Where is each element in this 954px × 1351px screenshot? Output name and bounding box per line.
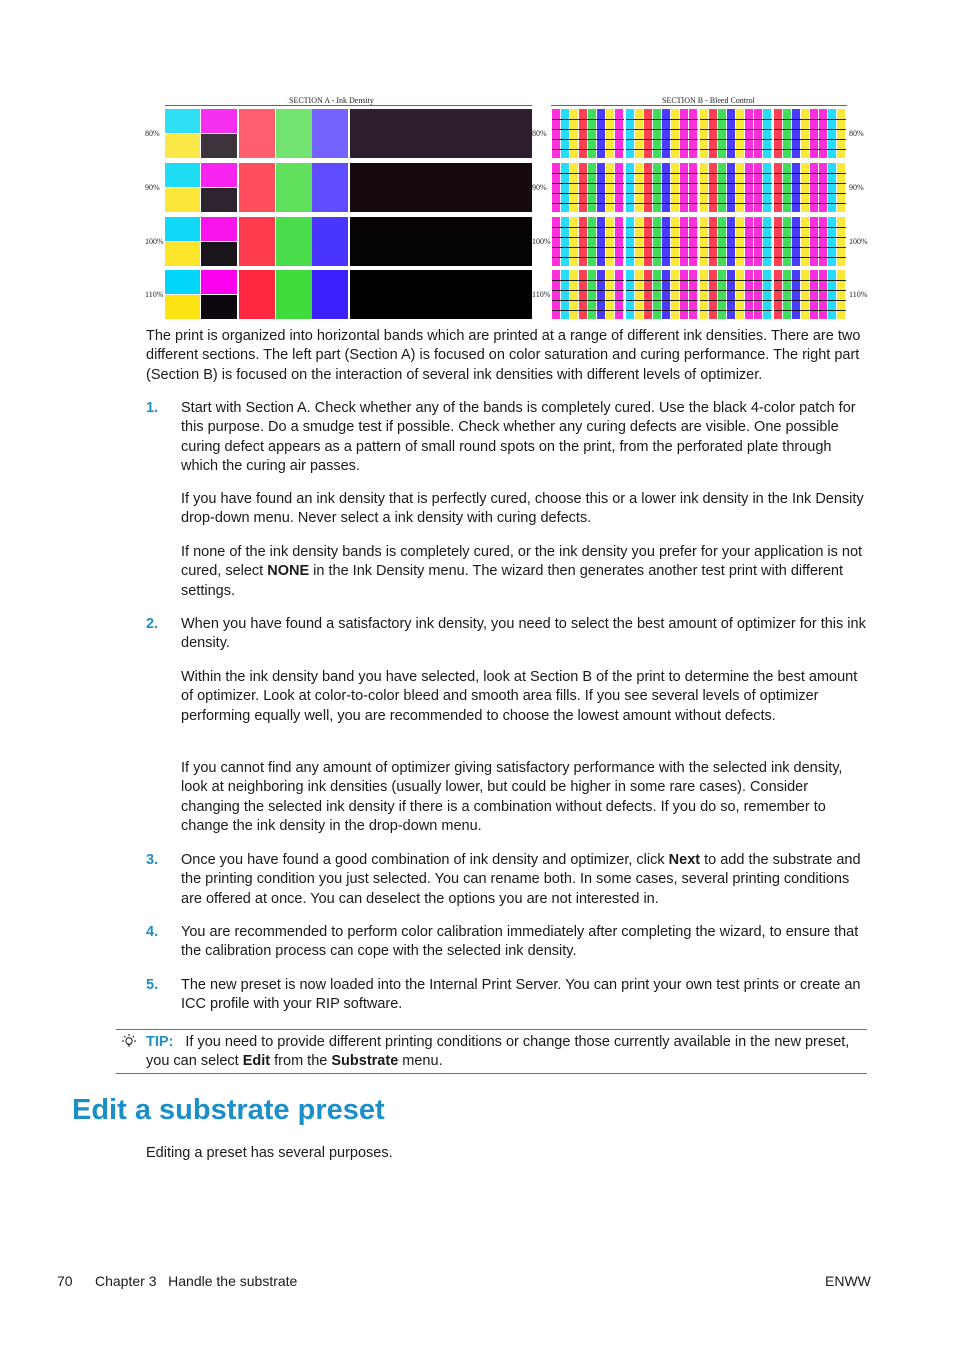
bleed-stripe [736, 217, 744, 266]
bleed-stripe [819, 217, 827, 266]
bleed-line [774, 237, 846, 238]
bleed-stripe [754, 109, 762, 158]
bleed-line [626, 183, 698, 184]
density-label-right: 80% [849, 129, 864, 138]
bleed-line [626, 247, 698, 248]
bleed-line [774, 290, 846, 291]
bleed-stripe [606, 270, 614, 319]
bleed-stripe [597, 270, 605, 319]
bleed-pattern [552, 109, 624, 158]
bleed-stripe [606, 163, 614, 212]
bleed-stripe [689, 270, 697, 319]
bleed-line [626, 257, 698, 258]
bleed-stripe [615, 163, 623, 212]
bleed-line [774, 257, 846, 258]
bleed-stripe [754, 217, 762, 266]
bleed-stripe [662, 109, 670, 158]
bleed-stripe [588, 109, 596, 158]
bleed-stripe [819, 109, 827, 158]
black-4color-patch [350, 163, 532, 212]
step-number: 5. [146, 977, 159, 993]
bleed-line [774, 227, 846, 228]
bleed-line [552, 237, 624, 238]
density-label-right: 90% [849, 183, 864, 192]
bleed-stripe [837, 217, 845, 266]
density-label-left: 90% [145, 183, 160, 192]
density-label-right: 110% [849, 290, 868, 299]
test-print-figure [143, 94, 870, 326]
bleed-stripe [662, 270, 670, 319]
step-paragraph: Within the ink density band you have selected, look at Section B of the print to determine the best amount of optimizer. Look at color-to-color bleed and smooth area fills. If you see several levels of optimizer performing equally well, you are recommended to choose the lowest amount without defects. [181, 669, 858, 724]
bleed-stripe [635, 217, 643, 266]
bleed-line [774, 193, 846, 194]
bleed-stripe [727, 163, 735, 212]
bleed-stripe [801, 163, 809, 212]
bleed-line [552, 119, 624, 120]
bleed-line [552, 193, 624, 194]
bleed-line [774, 300, 846, 301]
bleed-stripe [597, 163, 605, 212]
bleed-line [700, 203, 772, 204]
bleed-stripe [689, 109, 697, 158]
section-a-title: SECTION A - Ink Density [289, 96, 374, 105]
bleed-line [700, 129, 772, 130]
bleed-stripe [819, 163, 827, 212]
step-text: You are recommended to perform color calibration immediately after completing the wizard, to ensure that the calibration process can cope with the selected ink density. [181, 924, 859, 960]
section-heading: Edit a substrate preset [72, 1094, 385, 1126]
bleed-line [700, 227, 772, 228]
bleed-line [552, 149, 624, 150]
bleed-stripe [783, 109, 791, 158]
step-paragraph: If you have found an ink density that is perfectly cured, choose this or a lower ink density in the Ink Density drop-down menu. Never select a ink density with curing defects. [181, 491, 864, 527]
bleed-stripe [700, 270, 708, 319]
bleed-line [552, 139, 624, 140]
bleed-stripe [700, 163, 708, 212]
bleed-stripe [837, 270, 845, 319]
bleed-stripe [792, 217, 800, 266]
chapter-label: Chapter 3 Handle the substrate [95, 1273, 298, 1289]
section-b-title: SECTION B - Bleed Control [662, 96, 755, 105]
bleed-stripe [792, 270, 800, 319]
step-number: 2. [146, 616, 159, 632]
bleed-stripe [810, 270, 818, 319]
bleed-stripe [828, 109, 836, 158]
bleed-stripe [644, 217, 652, 266]
bleed-pattern [552, 270, 624, 319]
bleed-stripe [736, 270, 744, 319]
bleed-stripe [792, 163, 800, 212]
dark-patch [201, 188, 237, 212]
bleed-stripe [810, 109, 818, 158]
bleed-line [552, 173, 624, 174]
green-patch [276, 109, 312, 158]
bleed-stripe [718, 217, 726, 266]
cyan-patch [165, 270, 200, 294]
bleed-line [552, 290, 624, 291]
density-label-mid: 110% [532, 290, 551, 299]
cyan-patch [165, 163, 200, 187]
bleed-stripe [709, 163, 717, 212]
bleed-pattern [626, 163, 698, 212]
bleed-pattern [700, 270, 772, 319]
bleed-stripe [680, 109, 688, 158]
density-label-left: 80% [145, 129, 160, 138]
dark-patch [201, 134, 237, 158]
bleed-line [700, 280, 772, 281]
bleed-stripe [653, 109, 661, 158]
bleed-stripe [588, 217, 596, 266]
bleed-stripe [561, 163, 569, 212]
bleed-stripe [644, 109, 652, 158]
bleed-line [552, 257, 624, 258]
bleed-line [552, 247, 624, 248]
bleed-stripe [745, 217, 753, 266]
magenta-patch [201, 270, 237, 294]
bleed-stripe [718, 270, 726, 319]
magenta-patch [201, 217, 237, 241]
bleed-pattern [774, 163, 846, 212]
bleed-stripe [774, 270, 782, 319]
bleed-stripe [635, 163, 643, 212]
bleed-stripe [552, 163, 560, 212]
bleed-stripe [727, 217, 735, 266]
bleed-stripe [819, 270, 827, 319]
bleed-stripe [774, 109, 782, 158]
bleed-stripe [736, 163, 744, 212]
bleed-stripe [671, 217, 679, 266]
density-label-mid: 80% [532, 129, 547, 138]
bleed-stripe [792, 109, 800, 158]
yellow-patch [165, 295, 200, 319]
bleed-stripe [689, 217, 697, 266]
magenta-patch [201, 163, 237, 187]
green-patch [276, 163, 312, 212]
section-a-rule [165, 105, 532, 106]
bleed-stripe [810, 217, 818, 266]
bleed-stripe [745, 270, 753, 319]
bleed-stripe [828, 270, 836, 319]
bleed-pattern [700, 217, 772, 266]
bleed-line [626, 129, 698, 130]
red-patch [239, 163, 275, 212]
green-patch [276, 217, 312, 266]
red-patch [239, 270, 275, 319]
bleed-stripe [828, 163, 836, 212]
bleed-line [774, 129, 846, 130]
bleed-line [626, 119, 698, 120]
section-b-rule [551, 105, 847, 106]
bleed-stripe [783, 217, 791, 266]
bleed-stripe [615, 109, 623, 158]
bleed-stripe [626, 270, 634, 319]
bleed-line [700, 290, 772, 291]
bleed-stripe [635, 270, 643, 319]
bleed-line [774, 119, 846, 120]
bleed-stripe [579, 217, 587, 266]
bleed-stripe [837, 109, 845, 158]
blue-patch [312, 163, 348, 212]
bleed-stripe [727, 109, 735, 158]
bleed-stripe [561, 217, 569, 266]
bleed-line [774, 203, 846, 204]
tip-label: TIP: [146, 1034, 174, 1050]
bleed-line [626, 193, 698, 194]
bleed-line [552, 310, 624, 311]
bleed-stripe [552, 270, 560, 319]
bleed-pattern [552, 217, 624, 266]
bleed-line [700, 139, 772, 140]
bleed-stripe [561, 270, 569, 319]
cyan-patch [165, 217, 200, 241]
bleed-stripe [552, 217, 560, 266]
bleed-stripe [801, 109, 809, 158]
bleed-stripe [700, 109, 708, 158]
bleed-stripe [727, 270, 735, 319]
bleed-stripe [763, 270, 771, 319]
bleed-line [700, 183, 772, 184]
bleed-stripe [606, 109, 614, 158]
bleed-line [774, 173, 846, 174]
blue-patch [312, 217, 348, 266]
bleed-line [700, 310, 772, 311]
page-number: 70 [57, 1273, 73, 1289]
bleed-stripe [801, 217, 809, 266]
bleed-stripe [754, 270, 762, 319]
intro-paragraph [146, 327, 868, 385]
step-text: Start with Section A. Check whether any of the bands is completely cured. Use the black 4-color patch for this purpose. Do a smudge test if possible. Check whether any curing defects are visible. One possible curing defect appears as a pattern of small round spots on the print, from the perforated plate through which the curing air passes. [181, 400, 856, 474]
bleed-stripe [810, 163, 818, 212]
bleed-stripe [653, 270, 661, 319]
bleed-stripe [653, 217, 661, 266]
bleed-pattern [774, 270, 846, 319]
bleed-line [626, 139, 698, 140]
bleed-stripe [718, 109, 726, 158]
bleed-line [700, 119, 772, 120]
bleed-stripe [736, 109, 744, 158]
bleed-line [626, 203, 698, 204]
bleed-line [774, 310, 846, 311]
bleed-line [700, 149, 772, 150]
bleed-stripe [801, 270, 809, 319]
red-patch [239, 217, 275, 266]
black-4color-patch [350, 109, 532, 158]
bleed-stripe [662, 217, 670, 266]
bleed-line [700, 257, 772, 258]
magenta-patch [201, 109, 237, 133]
bleed-line [774, 183, 846, 184]
bleed-line [626, 227, 698, 228]
bleed-stripe [561, 109, 569, 158]
bleed-stripe [588, 270, 596, 319]
density-label-mid: 90% [532, 183, 547, 192]
bleed-stripe [626, 163, 634, 212]
tip-text: TIP: If you need to provide different printing conditions or change those currently available in the new preset, you can select Edit from the Substrate menu. [146, 1034, 850, 1070]
bleed-pattern [626, 217, 698, 266]
black-4color-patch [350, 217, 532, 266]
next-button-ref: Next [668, 852, 701, 868]
bleed-stripe [570, 217, 578, 266]
dark-patch [201, 242, 237, 266]
bleed-stripe [709, 109, 717, 158]
bleed-stripe [626, 109, 634, 158]
bleed-stripe [579, 270, 587, 319]
bleed-line [774, 247, 846, 248]
step-number: 1. [146, 400, 159, 416]
step-number: 4. [146, 924, 159, 940]
bleed-stripe [774, 163, 782, 212]
bleed-line [626, 173, 698, 174]
bleed-stripe [754, 163, 762, 212]
bleed-pattern [774, 109, 846, 158]
bleed-stripe [626, 217, 634, 266]
bleed-line [552, 129, 624, 130]
heading-intro: Editing a preset has several purposes. [146, 1145, 393, 1161]
cyan-patch [165, 109, 200, 133]
bleed-line [700, 193, 772, 194]
bleed-stripe [597, 109, 605, 158]
green-patch [276, 270, 312, 319]
bleed-line [552, 300, 624, 301]
substrate-menu-ref: Substrate [331, 1053, 399, 1070]
bleed-stripe [709, 217, 717, 266]
lightbulb-icon [120, 1033, 138, 1051]
bleed-stripe [680, 270, 688, 319]
bleed-line [700, 173, 772, 174]
bleed-stripe [709, 270, 717, 319]
dark-patch [201, 295, 237, 319]
red-patch [239, 109, 275, 158]
bleed-line [774, 149, 846, 150]
tip-box [116, 1029, 867, 1074]
step-paragraph: If none of the ink density bands is completely cured, or the ink density you prefer for your application is not cured, select NONE in the Ink Density menu. The wizard then generates another test print with different settings. [181, 544, 863, 599]
bleed-stripe [783, 163, 791, 212]
bleed-stripe [700, 217, 708, 266]
bleed-stripe [615, 270, 623, 319]
bleed-stripe [671, 270, 679, 319]
step-text: When you have found a satisfactory ink density, you need to select the best amount of optimizer for this ink density. [181, 616, 866, 652]
bleed-stripe [718, 163, 726, 212]
bleed-pattern [626, 109, 698, 158]
bleed-stripe [570, 109, 578, 158]
bleed-stripe [597, 217, 605, 266]
intro-text: The print is organized into horizontal bands which are printed at a range of different ink densities. There are two different sections. The left part (Section A) is focused on color saturation and curing performance. The right part (Section B) is focused on the interaction of several ink densities with different levels of optimizer. [146, 328, 861, 383]
bleed-pattern [700, 163, 772, 212]
bleed-stripe [763, 217, 771, 266]
step-text: The new preset is now loaded into the Internal Print Server. You can print your own test prints or create an ICC profile with your RIP software. [181, 977, 861, 1013]
bleed-line [700, 237, 772, 238]
bleed-line [774, 280, 846, 281]
step-number: 3. [146, 852, 159, 868]
bleed-line [626, 300, 698, 301]
blue-patch [312, 109, 348, 158]
black-4color-patch [350, 270, 532, 319]
density-label-left: 110% [145, 290, 164, 299]
bleed-pattern [774, 217, 846, 266]
step-paragraph: If you cannot find any amount of optimizer giving satisfactory performance with the selected ink density, look at neighboring ink densities (usually lower, but could be higher in some rare cases). Consider changing the selected ink density if there is a combination without defects. If you do so, remember to change the ink density in the drop-down menu. [181, 760, 843, 834]
bleed-stripe [763, 109, 771, 158]
bleed-stripe [570, 270, 578, 319]
bleed-line [552, 183, 624, 184]
density-label-right: 100% [849, 237, 868, 246]
yellow-patch [165, 188, 200, 212]
edit-menu-ref: Edit [242, 1053, 271, 1070]
bleed-line [552, 203, 624, 204]
bleed-stripe [644, 163, 652, 212]
bleed-line [552, 227, 624, 228]
footer-right: ENWW [825, 1273, 871, 1289]
bleed-line [700, 300, 772, 301]
bleed-stripe [763, 163, 771, 212]
density-label-left: 100% [145, 237, 164, 246]
yellow-patch [165, 242, 200, 266]
density-label-mid: 100% [532, 237, 551, 246]
bleed-stripe [579, 109, 587, 158]
step-text: Once you have found a good combination of ink density and optimizer, click Next to add the substrate and the printing condition you just selected. You can rename both. In some cases, several printing conditions are offered at once. You can deselect the options you are not interested in. [181, 852, 861, 907]
bleed-stripe [653, 163, 661, 212]
bleed-line [774, 139, 846, 140]
bleed-pattern [700, 109, 772, 158]
bleed-line [626, 290, 698, 291]
yellow-patch [165, 134, 200, 158]
bleed-stripe [783, 270, 791, 319]
bleed-stripe [635, 109, 643, 158]
bleed-stripe [828, 217, 836, 266]
bleed-line [626, 280, 698, 281]
bleed-line [626, 310, 698, 311]
bleed-line [552, 280, 624, 281]
bleed-stripe [588, 163, 596, 212]
bleed-stripe [644, 270, 652, 319]
bleed-stripe [680, 217, 688, 266]
bleed-stripe [837, 163, 845, 212]
bleed-stripe [671, 109, 679, 158]
bleed-stripe [615, 217, 623, 266]
bleed-stripe [552, 109, 560, 158]
blue-patch [312, 270, 348, 319]
bleed-stripe [579, 163, 587, 212]
bleed-line [700, 247, 772, 248]
bleed-stripe [680, 163, 688, 212]
bleed-stripe [745, 163, 753, 212]
bleed-stripe [570, 163, 578, 212]
bleed-stripe [662, 163, 670, 212]
bleed-stripe [689, 163, 697, 212]
bleed-stripe [774, 217, 782, 266]
bleed-pattern [552, 163, 624, 212]
bleed-pattern [626, 270, 698, 319]
bleed-stripe [606, 217, 614, 266]
bleed-line [626, 149, 698, 150]
none-option: NONE [267, 563, 310, 580]
bleed-line [626, 237, 698, 238]
bleed-stripe [745, 109, 753, 158]
bleed-stripe [671, 163, 679, 212]
